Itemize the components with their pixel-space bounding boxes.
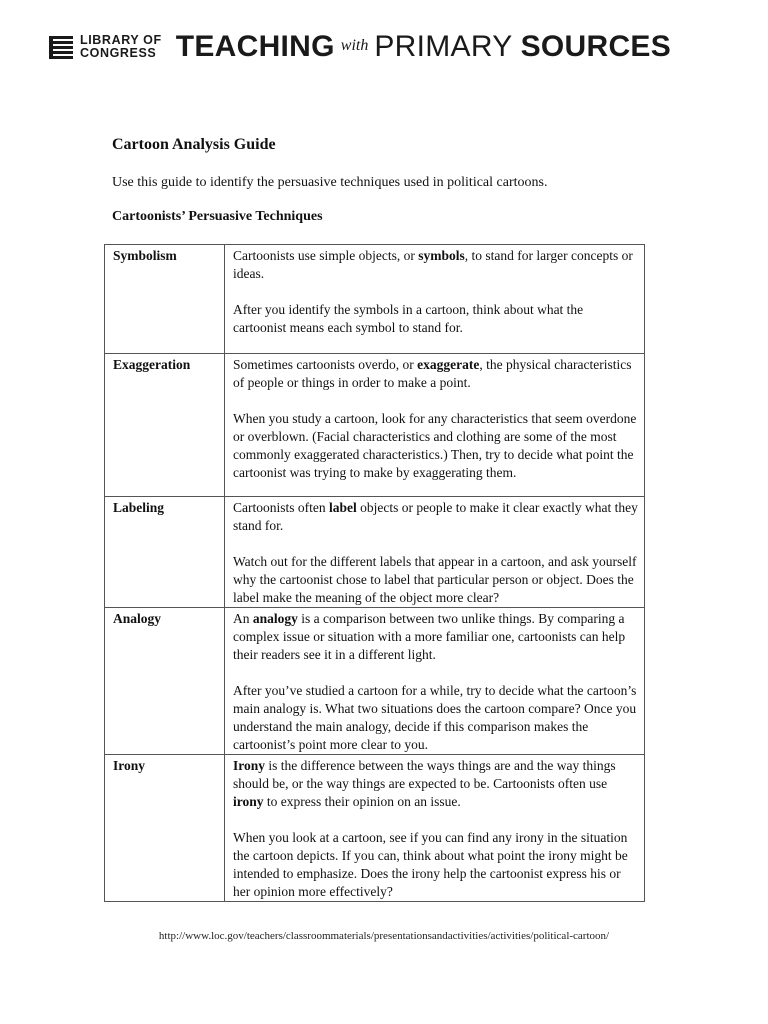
- loc-line-2: CONGRESS: [80, 46, 157, 60]
- table-row: [105, 755, 645, 902]
- description-paragraph: Cartoonists often label objects or people to make it clear exactly what they stand for.: [233, 500, 638, 533]
- techniques-table: [104, 244, 645, 902]
- description-cell: [225, 608, 645, 755]
- table-row: [105, 245, 645, 354]
- description-paragraph: When you study a cartoon, look for any characteristics that seem overdone or overblown. (Facial characteristics and clothing are some of the most commonly exaggerated characteristics.) Then, try to decide what point the cartoonist was trying to make by exaggerating them.: [233, 411, 637, 480]
- section-subtitle: Cartoonists’ Persuasive Techniques: [112, 209, 323, 224]
- loc-line-1: LIBRARY OF: [80, 33, 162, 47]
- book-stack-icon: [48, 34, 74, 60]
- description-paragraph: When you look at a cartoon, see if you can find any irony in the situation the cartoon depicts. If you can, think about what point the irony might be intended to emphasize. Does the irony help the cartoonist express his or her opinion more effectively?: [233, 830, 628, 899]
- description-paragraph: An analogy is a comparison between two unlike things. By comparing a complex issue or situation with a more familiar one, cartoonists can help their readers see it in a different light.: [233, 611, 626, 662]
- document-title: Cartoon Analysis Guide: [112, 136, 276, 153]
- description-cell: [225, 245, 645, 354]
- description-cell: [225, 755, 645, 902]
- tps-wordmark: [176, 30, 671, 64]
- term-cell: Labeling: [105, 497, 225, 608]
- page-header: [48, 26, 671, 68]
- description-cell: [225, 354, 645, 497]
- term-cell: Exaggeration: [105, 354, 225, 497]
- description-paragraph: Sometimes cartoonists overdo, or exaggerate, the physical characteristics of people or things in order to make a point.: [233, 357, 632, 390]
- loc-wordmark: [80, 34, 162, 60]
- tps-teaching: TEACHING: [175, 30, 335, 63]
- footer-url: http://www.loc.gov/teachers/classroommaterials/presentationsandactivities/activities/political-cartoon/: [158, 930, 610, 942]
- description-cell: [225, 497, 645, 608]
- tps-primary: PRIMARY: [374, 30, 513, 63]
- description-paragraph: Watch out for the different labels that appear in a cartoon, and ask yourself why the cartoonist chose to label that particular person or object. Does the label make the meaning of the object more clear?: [233, 554, 637, 605]
- library-of-congress-logo: [48, 34, 162, 60]
- table-row: [105, 354, 645, 497]
- term-cell: Analogy: [105, 608, 225, 755]
- document-intro: Use this guide to identify the persuasive techniques used in political cartoons.: [112, 175, 548, 190]
- tps-sources: SOURCES: [520, 30, 672, 63]
- term-cell: Symbolism: [105, 245, 225, 354]
- table-row: [105, 497, 645, 608]
- description-paragraph: Cartoonists use simple objects, or symbols, to stand for larger concepts or ideas.: [233, 248, 633, 281]
- description-paragraph: After you’ve studied a cartoon for a while, try to decide what the cartoon’s main analogy is. What two situations does the cartoon compare? Once you understand the main analogy, decide if this comparison makes the cartoonist’s point more clear to you.: [233, 683, 637, 752]
- tps-with: with: [340, 37, 369, 54]
- description-paragraph: Irony is the difference between the ways things are and the way things should be, or the way things are expected to be. Cartoonists often use irony to express their opinion on an issue.: [233, 758, 616, 809]
- description-paragraph: After you identify the symbols in a cartoon, think about what the cartoonist means each symbol to stand for.: [233, 302, 584, 335]
- term-cell: Irony: [105, 755, 225, 902]
- table-row: [105, 608, 645, 755]
